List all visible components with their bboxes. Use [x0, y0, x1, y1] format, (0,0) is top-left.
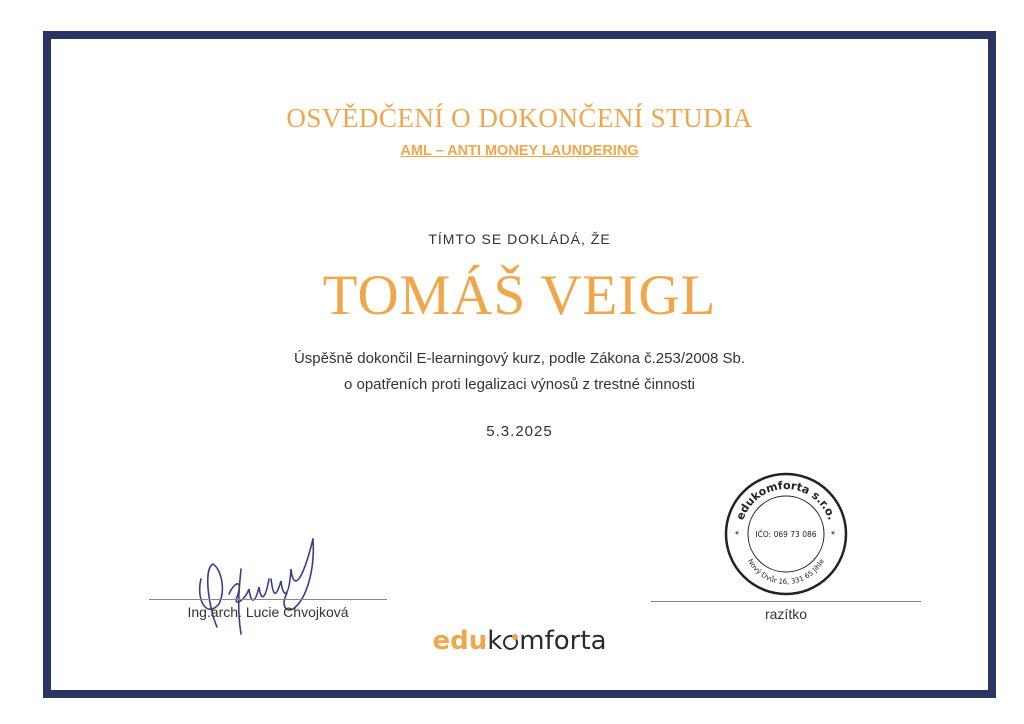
stamp-ico: IČO: 069 73 086	[755, 530, 817, 539]
certificate-title: OSVĚDČENÍ O DOKONČENÍ STUDIA	[286, 103, 753, 133]
course-name	[51, 143, 988, 159]
logo-edu: edu	[432, 626, 488, 656]
intro-text: TÍMTO SE DOKLÁDÁ, ŽE	[428, 231, 611, 247]
logo-mforta: mforta	[519, 626, 607, 656]
course-name-text: AML – ANTI MONEY LAUNDERING	[400, 143, 639, 159]
stamp-ring-top: edukomforta s.r.o.	[733, 478, 839, 522]
certificate-frame	[43, 31, 996, 698]
signer-name: Ing.arch. Lucie Chvojková	[187, 604, 349, 620]
signature-line	[149, 599, 387, 600]
body-line-1: Úspěšně dokončil E-learningový kurz, podle Zákona č.253/2008 Sb.	[293, 350, 746, 367]
logo-o-icon	[503, 635, 518, 650]
stamp-ring-bottom: Nový Dvůr 16, 331 65 Jihle	[745, 557, 827, 587]
stamp-line	[651, 601, 921, 602]
logo-k: k	[487, 626, 503, 656]
stamp-star-right: *	[831, 530, 835, 541]
edukomforta-logo	[51, 626, 988, 656]
issue-date: 5.3.2025	[486, 423, 553, 440]
stamp-label: razítko	[764, 606, 807, 622]
company-stamp	[721, 469, 851, 599]
stamp-star-left: *	[735, 530, 739, 541]
recipient-name: TOMÁŠ VEIGL	[322, 264, 717, 327]
body-line-2: o opatřeních proti legalizaci výnosů z trestné činnosti	[343, 376, 696, 393]
